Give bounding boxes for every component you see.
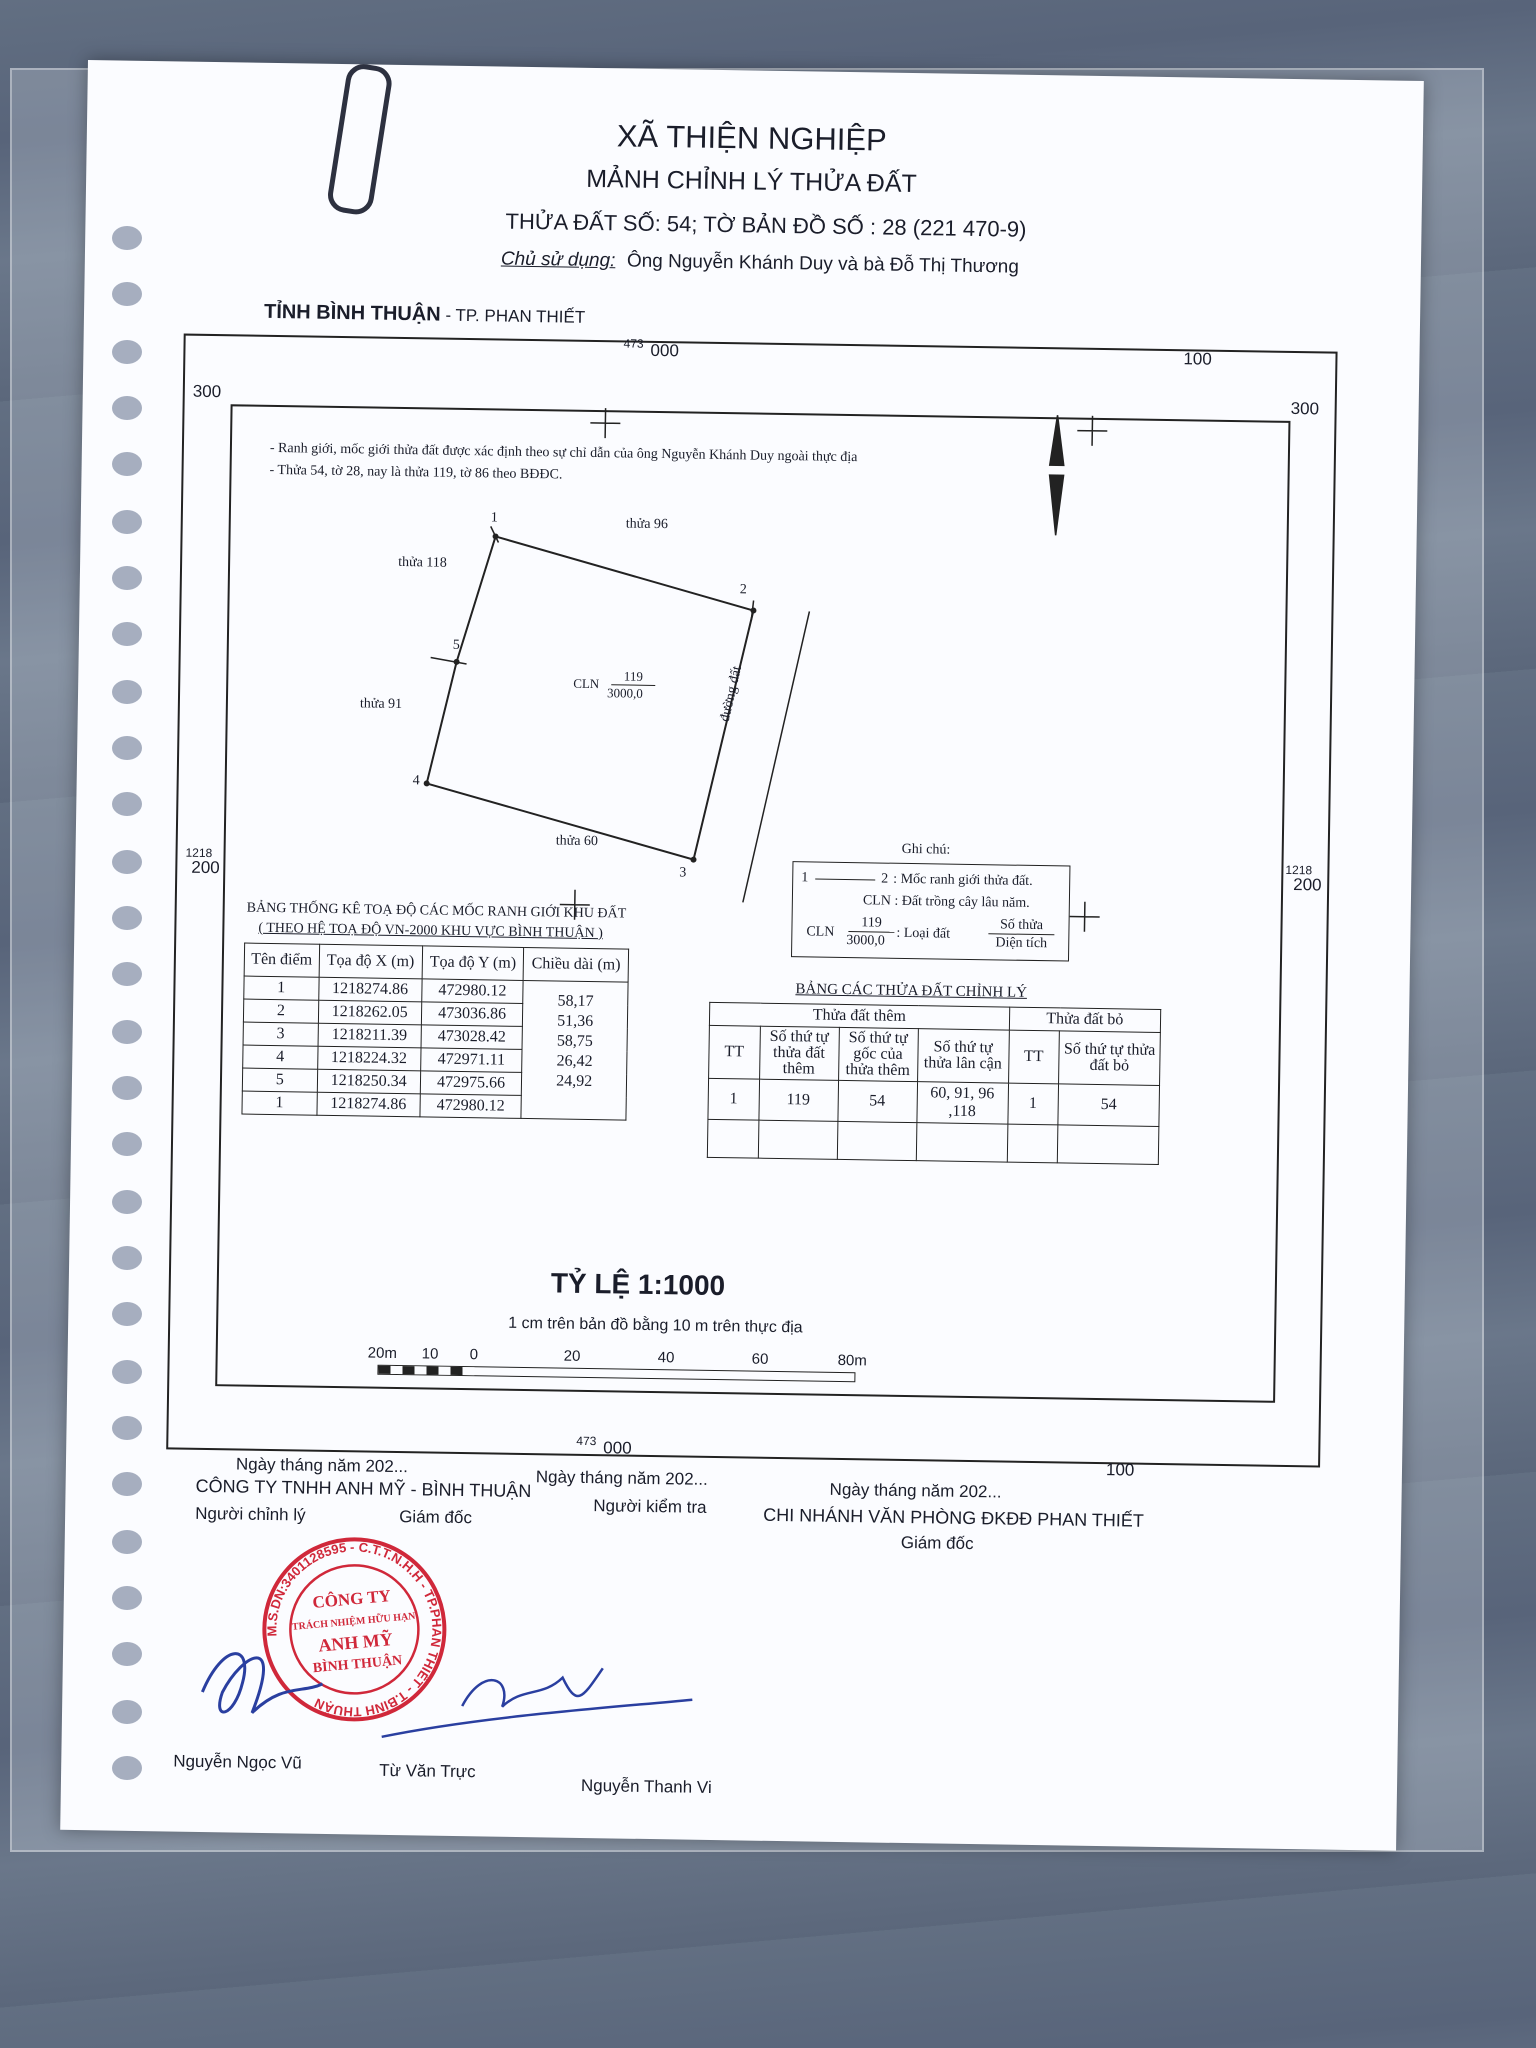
point-marker-5 (454, 659, 460, 665)
coord-y: 472980.12 (420, 1094, 522, 1119)
coord-point: 3 (243, 1022, 318, 1046)
neighbor-118: thửa 118 (398, 554, 447, 571)
neighbor-91: thửa 91 (359, 696, 403, 713)
scale-bar-left-segment (378, 1366, 474, 1376)
legend-point-2: 2 (881, 871, 889, 887)
commune-title: XÃ THIỆN NGHIỆP (616, 118, 887, 158)
grid-cross-4 (1069, 902, 1099, 932)
binder-hole (112, 396, 142, 420)
branch-director-role: Giám đốc (900, 1532, 974, 1554)
binder-hole (112, 1642, 142, 1666)
binder-hole (112, 736, 142, 760)
coords-table (241, 943, 629, 1121)
adjust-new: 119 (758, 1079, 838, 1121)
parcel-land-code: CLN (573, 675, 600, 692)
grid-y-prefix-left: 1218 (185, 845, 213, 861)
stamp-ring-text: M.S.DN:3401128595 - C.T.T.N.H.H - TP.PHAN THIẾT - T.BÌNH THUẬN (264, 1539, 445, 1720)
adjust-col-tt: TT (709, 1025, 760, 1079)
adjust-empty (758, 1120, 838, 1159)
binder-hole (112, 1132, 142, 1156)
adjust-group-add: Thửa đất thêm (709, 1002, 1009, 1030)
grid-y-prefix-right: 1218 (1285, 862, 1313, 878)
binder-hole (112, 566, 142, 590)
stamp-line-1: CÔNG TY (311, 1586, 392, 1612)
coord-point: 4 (243, 1045, 318, 1069)
grid-x-prefix-top: 473 (623, 336, 644, 351)
coord-point: 1 (242, 1091, 317, 1115)
owner-label: Chủ sử dụng: (500, 248, 616, 272)
point-marker-3 (690, 857, 696, 863)
date-left: Ngày tháng năm 202... (235, 1454, 409, 1477)
binder-hole (112, 1020, 142, 1044)
binder-hole (112, 962, 142, 986)
signature-director (382, 1665, 693, 1742)
binder-hole (112, 226, 142, 250)
binder-hole (112, 1756, 142, 1780)
binder-hole (112, 452, 142, 476)
adjust-tt2: 1 (1007, 1083, 1058, 1125)
coord-point: 5 (242, 1068, 317, 1092)
coord-y: 473028.42 (421, 1025, 523, 1050)
binder-hole (112, 1416, 142, 1440)
signature-editor (202, 1653, 323, 1714)
point-label-2: 2 (739, 582, 747, 598)
stamp-line-2: TRÁCH NHIỆM HỮU HẠN (291, 1610, 416, 1633)
table-row (707, 1119, 1159, 1164)
scale-tick-40: 40 (657, 1349, 675, 1367)
city-name: - TP. PHAN THIẾT (440, 305, 586, 327)
binder-hole (112, 510, 142, 534)
neighbor-96: thửa 96 (625, 516, 669, 533)
parcel-boundary (426, 535, 755, 860)
road-label: đường đất (717, 664, 745, 724)
legend-title: Ghi chú: (901, 841, 951, 858)
parcel-line: THỬA ĐẤT SỐ: 54; TỜ BẢN ĐỒ SỐ : 28 (221 470-9) (505, 208, 1027, 242)
coords-col-point: Tên điểm (244, 943, 319, 977)
scale-description: 1 cm trên bản đồ bằng 10 m trên thực địa (508, 1314, 803, 1337)
legend-boundary-line (815, 879, 875, 881)
scale-tick-0: 0 (469, 1346, 479, 1364)
coord-y: 472975.66 (420, 1071, 522, 1096)
note-2: - Thửa 54, tờ 28, nay là thửa 119, tờ 86 theo BĐĐC. (269, 462, 563, 483)
binder-hole (112, 1190, 142, 1214)
binder-hole (112, 1246, 142, 1270)
coord-point: 2 (243, 999, 318, 1023)
grid-y-300-left: 300 (192, 381, 222, 402)
adjust-group-remove: Thửa đất bỏ (1009, 1007, 1161, 1032)
point-marker-2 (750, 607, 756, 613)
road-line (743, 610, 810, 903)
adjust-removed: 54 (1058, 1084, 1160, 1127)
grid-x-prefix-bottom: 473 (576, 1433, 597, 1449)
grid-cross-1 (590, 408, 620, 438)
coord-length: 58,17 (557, 992, 594, 1011)
adjust-col-new: Số thứ tự thửa đất thêm (759, 1026, 839, 1080)
binder-hole (112, 1076, 142, 1100)
neighbor-60: thửa 60 (555, 833, 599, 850)
binder-hole (112, 850, 142, 874)
stamp-line-3: ANH MỸ (317, 1629, 394, 1656)
date-right: Ngày tháng năm 202... (829, 1479, 1002, 1502)
point-marker-4 (424, 780, 430, 786)
adjust-col-tt2: TT (1008, 1030, 1059, 1084)
coord-x: 1218224.32 (317, 1046, 420, 1071)
parcel-number: 119 (611, 668, 655, 686)
date-middle: Ngày tháng năm 202... (535, 1467, 708, 1489)
grid-cross-2 (1077, 416, 1107, 446)
binder-hole (112, 622, 142, 646)
grid-x-000-bottom: 000 (603, 1438, 632, 1458)
binder-hole (112, 1586, 142, 1610)
editor-role: Người chỉnh lý (195, 1503, 306, 1525)
adjust-empty (1057, 1125, 1159, 1165)
scale-label: TỶ LỆ 1:1000 (550, 1267, 726, 1302)
coord-x: 1218274.86 (318, 977, 421, 1002)
coords-col-length: Chiều dài (m) (524, 947, 629, 982)
coords-subtitle: ( THEO HỆ TOẠ ĐỘ VN-2000 KHU VỰC BÌNH THUẬN ) (258, 920, 603, 942)
binder-hole (112, 1302, 142, 1326)
grid-y-200-right: 200 (1293, 875, 1322, 895)
director-role: Giám đốc (399, 1507, 473, 1528)
grid-x-100-top: 100 (1183, 349, 1212, 369)
binder-hole (112, 1700, 142, 1724)
legend-area: 3000,0 (846, 933, 885, 949)
grid-x-000-top: 000 (650, 340, 680, 361)
province-name: TỈNH BÌNH THUẬN (263, 300, 441, 326)
coord-x: 1218262.05 (318, 1000, 421, 1025)
branch-director-name: Nguyễn Thanh Vi (580, 1775, 712, 1798)
grid-y-200-left: 200 (191, 857, 220, 878)
legend-cln: CLN (806, 924, 835, 940)
note-1: - Ranh giới, mốc giới thửa đất được xác định theo sự chỉ dẫn của ông Nguyễn Khánh Duy ngoài thực địa (269, 440, 858, 466)
coords-col-x: Tọa độ X (m) (319, 944, 423, 979)
coord-length: 51,36 (557, 1012, 594, 1031)
stamp-line-4: BÌNH THUẬN (312, 1653, 403, 1677)
coord-length: 24,92 (556, 1072, 593, 1091)
coord-point: 1 (244, 976, 319, 1000)
point-label-5: 5 (452, 637, 460, 653)
binder-hole (112, 1472, 142, 1496)
scale-tick-20m: 20m (367, 1344, 398, 1363)
adjust-adjacent: 60, 91, 96 ,118 (916, 1082, 1008, 1124)
adjust-tt: 1 (708, 1078, 759, 1120)
binder-hole (112, 1360, 142, 1384)
coord-y: 472980.12 (421, 979, 523, 1004)
document-title: MẢNH CHỈNH LÝ THỬA ĐẤT (585, 164, 918, 199)
grid-y-300-right: 300 (1290, 398, 1320, 419)
north-arrow-icon (1049, 415, 1065, 535)
legend-area-label: Diện tích (995, 935, 1048, 952)
point-label-1: 1 (490, 510, 498, 526)
adjust-col-adj: Số thứ tự thửa lân cận (917, 1029, 1009, 1083)
scale-tick-60: 60 (751, 1350, 769, 1368)
parcel-map (66, 60, 1424, 1481)
company-name: CÔNG TY TNHH ANH MỸ - BÌNH THUẬN (195, 1475, 532, 1502)
adjust-empty (837, 1121, 917, 1160)
legend-point-1: 1 (801, 870, 809, 886)
checker-role: Người kiểm tra (593, 1496, 707, 1517)
legend-land-type-text: Loại đất (903, 925, 951, 942)
adjust-header-row (709, 1025, 1161, 1085)
binder-hole (112, 282, 142, 306)
grid-x-100-bottom: 100 (1105, 1460, 1135, 1480)
adjust-empty (707, 1119, 758, 1158)
coord-y: 472971.11 (420, 1048, 522, 1073)
point-marker-1 (493, 533, 499, 539)
coord-lengths-cell (521, 980, 628, 1120)
legend-box (791, 841, 1070, 961)
document-page (60, 60, 1424, 1851)
coord-x: 1218211.39 (318, 1023, 421, 1048)
scale-tick-20: 20 (563, 1347, 581, 1365)
legend-parcel-no: 119 (848, 915, 894, 933)
coords-title: BẢNG THỐNG KÊ TOẠ ĐỘ CÁC MỐC RANH GIỚI KHU ĐẤT (246, 900, 627, 922)
scale-tick-10: 10 (421, 1345, 439, 1363)
branch-office: CHI NHÁNH VĂN PHÒNG ĐKĐĐ PHAN THIẾT (763, 1504, 1145, 1531)
coord-length: 26,42 (556, 1052, 593, 1071)
coord-length: 58,75 (556, 1032, 594, 1051)
table-row (708, 1078, 1160, 1126)
director-name: Từ Văn Trực (379, 1760, 476, 1782)
adjust-col-removed: Số thứ tự thửa đất bỏ (1059, 1031, 1161, 1086)
legend-cln-desc: CLN : Đất trồng cây lâu năm. (862, 893, 1030, 911)
coord-x: 1218250.34 (317, 1069, 420, 1094)
point-label-3: 3 (679, 865, 687, 881)
adjust-orig: 54 (837, 1080, 917, 1122)
legend-boundary-desc: : Mốc ranh giới thửa đất. (893, 871, 1033, 889)
signatures-ink (181, 1622, 703, 1770)
coord-y: 473036.86 (421, 1002, 523, 1027)
adjust-empty (1007, 1124, 1058, 1163)
binder-hole (112, 906, 142, 930)
coord-x: 1218274.86 (317, 1092, 420, 1117)
legend-land-type: : Loại đất (896, 925, 951, 942)
binder-hole (112, 792, 142, 816)
legend-no-label: Số thửa (988, 917, 1054, 935)
point-label-4: 4 (412, 773, 420, 789)
tick-5 (431, 657, 467, 664)
adjust-empty (916, 1123, 1008, 1162)
coords-col-y: Tọa độ Y (m) (422, 946, 524, 981)
parcel-area: 3000,0 (607, 685, 643, 701)
adjust-title: BẢNG CÁC THỬA ĐẤT CHỈNH LÝ (795, 981, 1028, 1001)
scale-tick-80m: 80m (837, 1351, 867, 1370)
binder-hole (112, 340, 142, 364)
editor-name: Nguyễn Ngọc Vũ (173, 1751, 302, 1773)
binder-hole (112, 680, 142, 704)
binder-hole (112, 1530, 142, 1554)
adjust-table (707, 1002, 1161, 1165)
owner-name: Ông Nguyễn Khánh Duy và bà Đỗ Thị Thương (626, 250, 1020, 278)
adjust-col-orig: Số thứ tự gốc của thửa thêm (838, 1027, 918, 1081)
